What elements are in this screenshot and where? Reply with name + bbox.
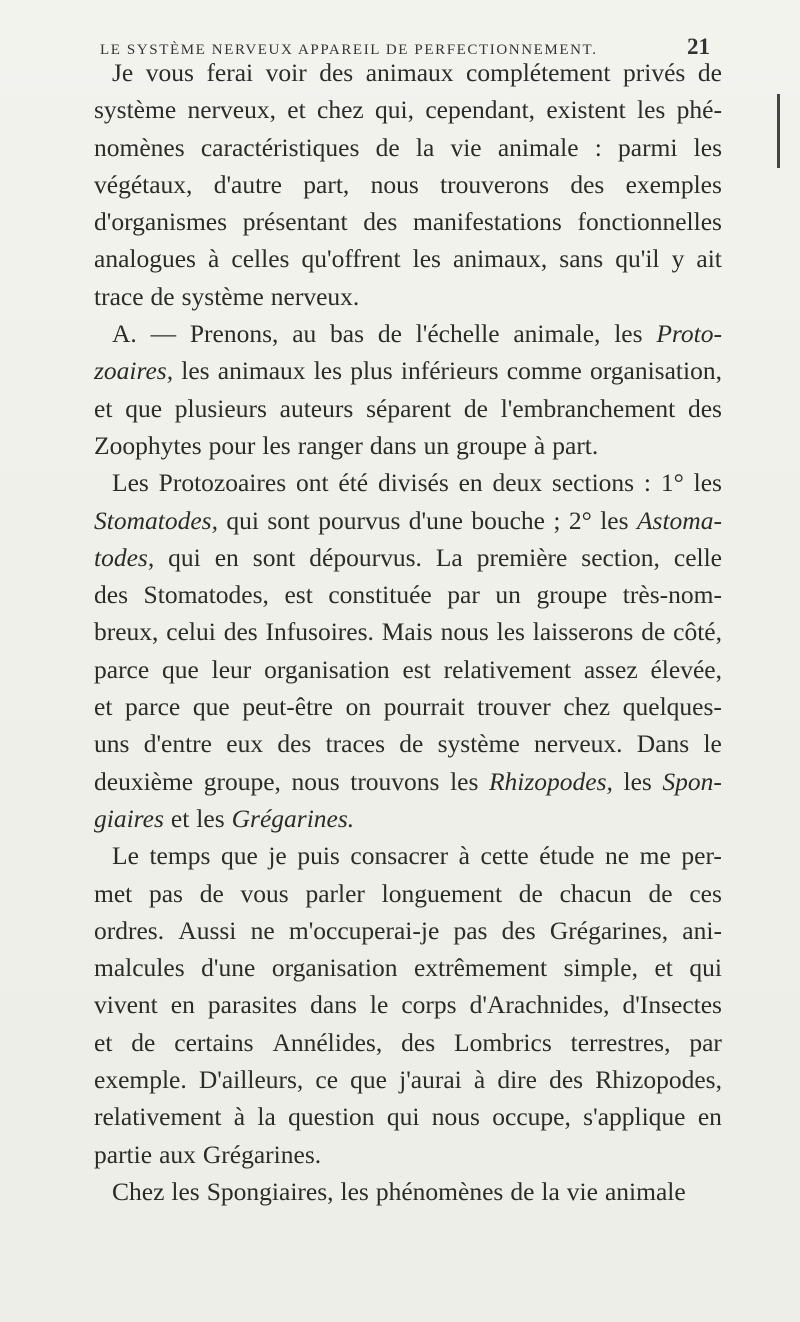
text-line: met pas de vous parler longuement de chacun de ces xyxy=(94,878,722,908)
body-text xyxy=(94,54,722,1210)
text-line: partie aux Grégarines. xyxy=(94,1139,322,1169)
text-line: A. — Prenons, au bas de l'échelle animale, les Proto- xyxy=(112,319,722,349)
text-line: uns d'entre eux des traces de système nerveux. Dans le xyxy=(94,729,722,759)
text-line: nomènes caractéristiques de la vie animale : parmi les xyxy=(94,132,722,162)
text-line: malcules d'une organisation extrêmement simple, et qui xyxy=(94,953,722,983)
text-line: Stomatodes, qui sont pourvus d'une bouche ; 2° les Astoma- xyxy=(94,505,722,535)
binding-shadow xyxy=(777,94,780,168)
text-line: Chez les Spongiaires, les phénomènes de la vie animale xyxy=(112,1176,686,1206)
text-line: parce que leur organisation est relativement assez élevée, xyxy=(94,654,722,684)
text-line: analogues à celles qu'offrent les animaux, sans qu'il y ait xyxy=(94,244,722,274)
text-line: zoaires, les animaux les plus inférieurs comme organisation, xyxy=(94,356,722,386)
text-line: Les Protozoaires ont été divisés en deux sections : 1° les xyxy=(112,468,722,498)
text-line: des Stomatodes, est constituée par un groupe très-nom- xyxy=(94,580,722,610)
text-line: et parce que peut-être on pourrait trouver chez quelques- xyxy=(94,692,722,722)
text-line: Zoophytes pour les ranger dans un groupe à part. xyxy=(94,430,599,460)
text-line: breux, celui des Infusoires. Mais nous les laisserons de côté, xyxy=(94,617,722,647)
text-line: trace de système nerveux. xyxy=(94,281,360,311)
text-line: exemple. D'ailleurs, ce que j'aurai à dire des Rhizopodes, xyxy=(94,1065,722,1095)
text-line: ordres. Aussi ne m'occuperai-je pas des Grégarines, ani- xyxy=(94,915,722,945)
text-line: relativement à la question qui nous occupe, s'applique en xyxy=(94,1102,722,1132)
text-line: giaires et les Grégarines. xyxy=(94,803,355,833)
text-line: todes, qui en sont dépourvus. La première section, celle xyxy=(94,542,722,572)
text-line: Je vous ferai voir des animaux complétement privés de xyxy=(112,58,722,87)
text-line: deuxième groupe, nous trouvons les Rhizopodes, les Spon- xyxy=(94,766,722,796)
text-line: vivent en parasites dans le corps d'Arachnides, d'Insectes xyxy=(94,990,722,1020)
page-number: 21 xyxy=(687,34,710,59)
text-line: et de certains Annélides, des Lombrics terrestres, par xyxy=(94,1027,722,1057)
text-line: Le temps que je puis consacrer à cette étude ne me per- xyxy=(112,841,722,871)
text-line: et que plusieurs auteurs séparent de l'embranchement des xyxy=(94,393,722,423)
text-line: système nerveux, et chez qui, cependant, existent les phé- xyxy=(94,95,722,125)
running-head-title: LE SYSTÈME NERVEUX APPAREIL DE PERFECTIONNEMENT. xyxy=(100,42,598,58)
text-line: végétaux, d'autre part, nous trouverons des exemples xyxy=(94,169,722,199)
text-line: d'organismes présentant des manifestations fonctionnelles xyxy=(94,207,722,237)
